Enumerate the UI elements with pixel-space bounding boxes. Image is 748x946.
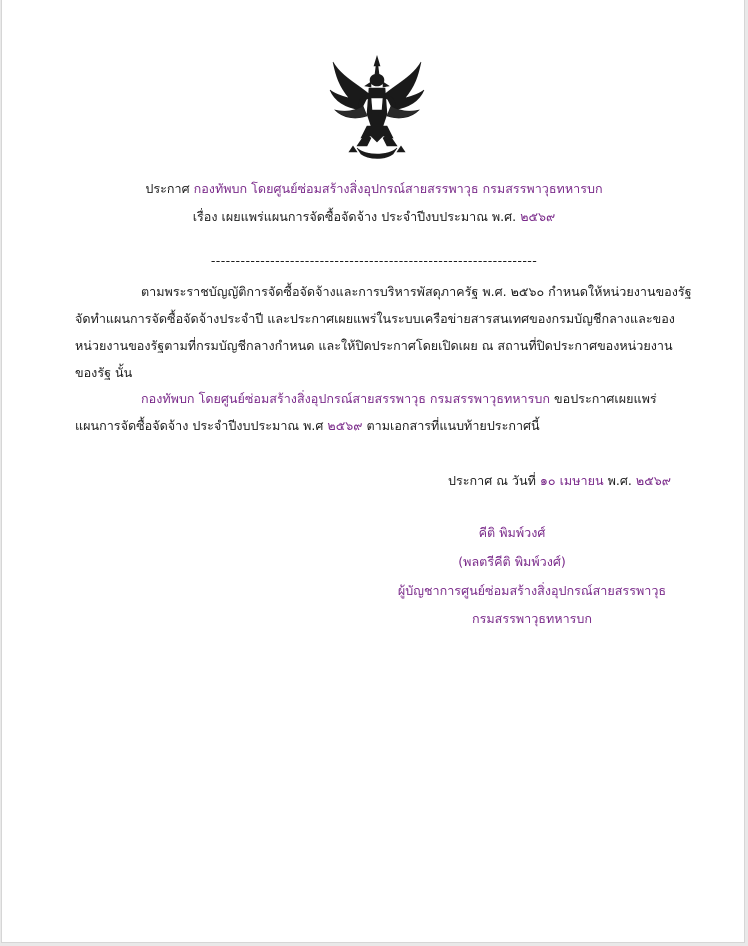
paragraph-1-line-2: จัดทำแผนการจัดซื้อจัดจ้างประจำปี และประกาศเผยแพร่ในระบบเครือข่ายสารสนเทศของกรมบัญชีกลางและของ (75, 311, 675, 326)
date-prefix: ประกาศ ณ วันที่ (448, 473, 536, 488)
date-day: ๑๐ (539, 473, 556, 488)
announcement-title (2, 181, 746, 197)
signature-full-name: (พลตรีคีติ พิมพ์วงศ์) (458, 554, 566, 569)
document-page (1, 0, 745, 943)
subject-year: ๒๕๖๙ (520, 209, 556, 224)
date-era: พ.ศ. (607, 473, 632, 488)
separator-line: ------------------------------------------------------------------ (210, 253, 538, 268)
title-prefix: ประกาศ (145, 181, 190, 196)
signature-position: ผู้บัญชาการศูนย์ซ่อมสร้างสิ่งอุปกรณ์สายสรรพาวุธ (397, 583, 667, 598)
garuda-emblem-icon (327, 54, 427, 162)
date-month: เมษายน (559, 473, 604, 488)
subject-text: เผยแพร่แผนการจัดซื้อจัดจ้าง ประจำปีงบประมาณ พ.ศ. (221, 209, 517, 224)
paragraph-1-line-1: ตามพระราชบัญญัติการจัดซื้อจัดจ้างและการบริหารพัสดุภาครัฐ พ.ศ. ๒๕๖๐ กำหนดให้หน่วยงานของรัฐ (141, 284, 692, 299)
paragraph-2-year: ๒๕๖๙ (327, 418, 363, 433)
signature-department: กรมสรรพาวุธทหารบก (471, 611, 593, 626)
date-year: ๒๕๖๙ (635, 473, 671, 488)
signature-signed-name: คีติ พิมพ์วงศ์ (478, 525, 546, 540)
title-organization: กองทัพบก โดยศูนย์ซ่อมสร้างสิ่งอุปกรณ์สายสรรพาวุธ กรมสรรพาวุธทหารบก (193, 181, 603, 196)
paragraph-2-line-1-rest: ขอประกาศเผยแพร่ (550, 391, 657, 406)
paragraph-2-line-2 (75, 418, 540, 434)
paragraph-1-line-4: ของรัฐ นั้น (75, 365, 133, 380)
announcement-date (448, 473, 671, 489)
paragraph-2-text-b: ตามเอกสารที่แนบท้ายประกาศนี้ (362, 418, 540, 433)
paragraph-1-line-3: หน่วยงานของรัฐตามที่กรมบัญชีกลางกำหนด และให้ปิดประกาศโดยเปิดเผย ณ สถานที่ปิดประกาศของหน่วยงาน (75, 338, 673, 353)
paragraph-2-organization: กองทัพบก โดยศูนย์ซ่อมสร้างสิ่งอุปกรณ์สายสรรพาวุธ กรมสรรพาวุธทหารบก (141, 391, 551, 406)
announcement-subject (2, 209, 746, 225)
paragraph-2-text-a: แผนการจัดซื้อจัดจ้าง ประจำปีงบประมาณ พ.ศ (75, 418, 328, 433)
subject-label: เรื่อง (192, 209, 218, 224)
paragraph-2-line-1 (141, 391, 657, 407)
